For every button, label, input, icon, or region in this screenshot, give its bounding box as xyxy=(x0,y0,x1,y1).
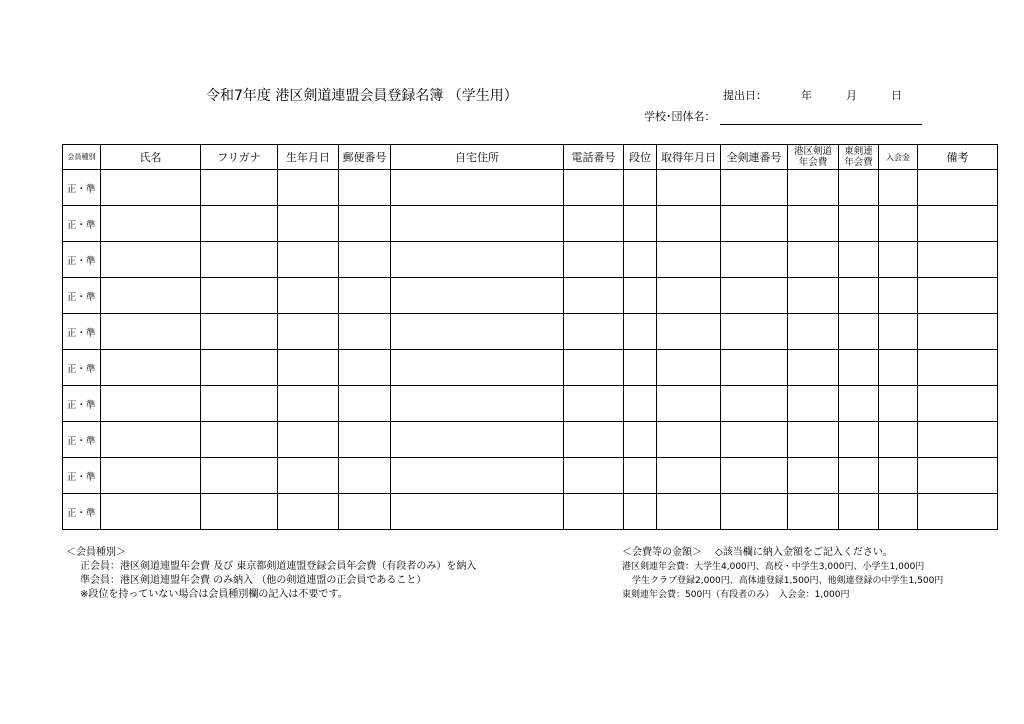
acquired-date-cell[interactable] xyxy=(657,170,721,206)
acquired-date-cell[interactable] xyxy=(657,350,721,386)
name-cell[interactable] xyxy=(101,458,201,494)
tokyo-fee-cell[interactable] xyxy=(839,242,879,278)
ajkf-number-cell[interactable] xyxy=(721,242,788,278)
ajkf-number-cell[interactable] xyxy=(721,422,788,458)
remarks-cell[interactable] xyxy=(918,314,998,350)
date-year-label: 年 xyxy=(801,89,812,102)
birthdate-cell[interactable] xyxy=(278,422,339,458)
table-row xyxy=(63,386,998,422)
birthdate-cell[interactable] xyxy=(278,278,339,314)
acquired-date-cell[interactable] xyxy=(657,314,721,350)
rank-cell[interactable] xyxy=(624,242,657,278)
table-header-row xyxy=(63,145,998,170)
address-cell[interactable] xyxy=(391,170,564,206)
furigana-cell[interactable] xyxy=(201,350,278,386)
furigana-cell[interactable] xyxy=(201,170,278,206)
remarks-cell[interactable] xyxy=(918,494,998,530)
name-cell[interactable] xyxy=(101,422,201,458)
tokyo-fee-cell[interactable] xyxy=(839,278,879,314)
entrance-fee-cell[interactable] xyxy=(879,314,918,350)
member-type-heading: ＜会員種別＞ xyxy=(66,547,126,558)
birthdate-cell[interactable] xyxy=(278,170,339,206)
ajkf-number-cell[interactable] xyxy=(721,314,788,350)
name-cell[interactable] xyxy=(101,314,201,350)
table-row xyxy=(63,350,998,386)
address-cell[interactable] xyxy=(391,386,564,422)
name-cell[interactable] xyxy=(101,206,201,242)
member-type-notes xyxy=(66,546,476,602)
address-cell[interactable] xyxy=(391,314,564,350)
birthdate-cell[interactable] xyxy=(278,386,339,422)
entrance-fee-cell[interactable] xyxy=(879,206,918,242)
phone-cell[interactable] xyxy=(564,206,624,242)
col-birthdate: 生年月日 xyxy=(278,145,339,170)
birthdate-cell[interactable] xyxy=(278,458,339,494)
postal-code-cell[interactable] xyxy=(339,458,391,494)
col-name: 氏名 xyxy=(101,145,201,170)
postal-code-cell[interactable] xyxy=(339,422,391,458)
regular-member-note: 正会員：港区剣道連盟年会費 及び 東京都剣道連盟登録会員年会費（有段者のみ）を納入 xyxy=(80,561,477,572)
entrance-fee-cell[interactable] xyxy=(879,422,918,458)
remarks-cell[interactable] xyxy=(918,422,998,458)
member-type-cell[interactable]: 正・準 xyxy=(63,422,101,458)
minato-fee-cell[interactable] xyxy=(788,278,839,314)
ajkf-number-cell[interactable] xyxy=(721,350,788,386)
rank-cell[interactable] xyxy=(624,206,657,242)
rank-cell[interactable] xyxy=(624,422,657,458)
furigana-cell[interactable] xyxy=(201,458,278,494)
col-postal-code: 郵便番号 xyxy=(339,145,391,170)
col-entrance-fee: 入会金 xyxy=(879,145,918,170)
name-cell[interactable] xyxy=(101,278,201,314)
page-title: 令和7年度 港区剣道連盟会員登録名簿 （学生用） xyxy=(206,88,518,104)
col-tokyo-fee: 東剣連 年会費 xyxy=(839,145,879,170)
tokyo-fee-cell[interactable] xyxy=(839,494,879,530)
address-cell[interactable] xyxy=(391,350,564,386)
remarks-cell[interactable] xyxy=(918,242,998,278)
address-cell[interactable] xyxy=(391,206,564,242)
rank-cell[interactable] xyxy=(624,494,657,530)
minato-fee-cell[interactable] xyxy=(788,206,839,242)
table-row xyxy=(63,206,998,242)
minato-fee-cell[interactable] xyxy=(788,494,839,530)
tokyo-fee-cell[interactable] xyxy=(839,314,879,350)
remarks-cell[interactable] xyxy=(918,170,998,206)
ajkf-number-cell[interactable] xyxy=(721,386,788,422)
acquired-date-cell[interactable] xyxy=(657,422,721,458)
postal-code-cell[interactable] xyxy=(339,170,391,206)
tokyo-fee-cell[interactable] xyxy=(839,386,879,422)
address-cell[interactable] xyxy=(391,278,564,314)
table-row xyxy=(63,422,998,458)
tokyo-fee-note: 東剣連年会費：500円（有段者のみ） 入会金：1,000円 xyxy=(622,590,850,600)
phone-cell[interactable] xyxy=(564,458,624,494)
submission-date-label: 提出日： xyxy=(723,89,767,102)
fee-notes xyxy=(622,546,943,602)
furigana-cell[interactable] xyxy=(201,278,278,314)
table-row xyxy=(63,458,998,494)
remarks-cell[interactable] xyxy=(918,386,998,422)
phone-cell[interactable] xyxy=(564,314,624,350)
rank-cell[interactable] xyxy=(624,386,657,422)
minato-fee-cell[interactable] xyxy=(788,170,839,206)
address-cell[interactable] xyxy=(391,458,564,494)
table-row xyxy=(63,278,998,314)
postal-code-cell[interactable] xyxy=(339,206,391,242)
acquired-date-cell[interactable] xyxy=(657,278,721,314)
rank-cell[interactable] xyxy=(624,458,657,494)
table-row xyxy=(63,494,998,530)
date-month-label: 月 xyxy=(846,89,857,102)
date-day-label: 日 xyxy=(891,89,902,102)
birthdate-cell[interactable] xyxy=(278,242,339,278)
name-cell[interactable] xyxy=(101,242,201,278)
furigana-cell[interactable] xyxy=(201,494,278,530)
member-type-cell[interactable]: 正・準 xyxy=(63,386,101,422)
col-remarks: 備考 xyxy=(918,145,998,170)
name-cell[interactable] xyxy=(101,386,201,422)
member-type-cell[interactable]: 正・準 xyxy=(63,350,101,386)
minato-fee-cell[interactable] xyxy=(788,314,839,350)
col-phone: 電話番号 xyxy=(564,145,624,170)
entrance-fee-cell[interactable] xyxy=(879,350,918,386)
fee-heading: ＜会費等の金額＞ ◇該当欄に納入金額をご記入ください。 xyxy=(622,547,893,558)
remarks-cell[interactable] xyxy=(918,458,998,494)
col-rank: 段位 xyxy=(624,145,657,170)
table-row xyxy=(63,242,998,278)
remarks-cell[interactable] xyxy=(918,350,998,386)
table-row xyxy=(63,314,998,350)
birthdate-cell[interactable] xyxy=(278,494,339,530)
acquired-date-cell[interactable] xyxy=(657,386,721,422)
col-minato-fee: 港区剣道 年会費 xyxy=(788,145,839,170)
minato-fee-note: 港区剣連年会費：大学生4,000円、高校・中学生3,000円、小学生1,000円 xyxy=(622,562,925,572)
tokyo-fee-cell[interactable] xyxy=(839,206,879,242)
school-name-field[interactable] xyxy=(720,124,922,125)
col-ajkf-number: 全剣連番号 xyxy=(721,145,788,170)
member-type-cell[interactable]: 正・準 xyxy=(63,458,101,494)
minato-fee-cell[interactable] xyxy=(788,242,839,278)
minato-fee-cell[interactable] xyxy=(788,350,839,386)
postal-code-cell[interactable] xyxy=(339,386,391,422)
birthdate-cell[interactable] xyxy=(278,350,339,386)
rank-cell[interactable] xyxy=(624,170,657,206)
entrance-fee-cell[interactable] xyxy=(879,242,918,278)
member-type-cell[interactable]: 正・準 xyxy=(63,206,101,242)
ajkf-number-cell[interactable] xyxy=(721,278,788,314)
member-type-cell[interactable]: 正・準 xyxy=(63,494,101,530)
name-cell[interactable] xyxy=(101,494,201,530)
member-type-cell[interactable]: 正・準 xyxy=(63,314,101,350)
minato-fee-cell[interactable] xyxy=(788,422,839,458)
furigana-cell[interactable] xyxy=(201,206,278,242)
address-cell[interactable] xyxy=(391,422,564,458)
table-row xyxy=(63,170,998,206)
rank-cell[interactable] xyxy=(624,278,657,314)
acquired-date-cell[interactable] xyxy=(657,242,721,278)
member-type-cell[interactable]: 正・準 xyxy=(63,242,101,278)
furigana-cell[interactable] xyxy=(201,314,278,350)
tokyo-fee-cell[interactable] xyxy=(839,422,879,458)
entrance-fee-cell[interactable] xyxy=(879,458,918,494)
furigana-cell[interactable] xyxy=(201,386,278,422)
postal-code-cell[interactable] xyxy=(339,242,391,278)
minato-fee-cell[interactable] xyxy=(788,386,839,422)
entrance-fee-cell[interactable] xyxy=(879,386,918,422)
phone-cell[interactable] xyxy=(564,422,624,458)
tokyo-fee-cell[interactable] xyxy=(839,170,879,206)
rank-note: ※段位を持っていない場合は会員種別欄の記入は不要です。 xyxy=(80,589,348,600)
postal-code-cell[interactable] xyxy=(339,350,391,386)
entrance-fee-cell[interactable] xyxy=(879,170,918,206)
entrance-fee-cell[interactable] xyxy=(879,494,918,530)
tokyo-fee-cell[interactable] xyxy=(839,350,879,386)
postal-code-cell[interactable] xyxy=(339,278,391,314)
acquired-date-cell[interactable] xyxy=(657,458,721,494)
birthdate-cell[interactable] xyxy=(278,206,339,242)
address-cell[interactable] xyxy=(391,494,564,530)
ajkf-number-cell[interactable] xyxy=(721,206,788,242)
postal-code-cell[interactable] xyxy=(339,494,391,530)
ajkf-number-cell[interactable] xyxy=(721,170,788,206)
furigana-cell[interactable] xyxy=(201,242,278,278)
phone-cell[interactable] xyxy=(564,242,624,278)
col-furigana: フリガナ xyxy=(201,145,278,170)
entrance-fee-cell[interactable] xyxy=(879,278,918,314)
minato-fee-cell[interactable] xyxy=(788,458,839,494)
phone-cell[interactable] xyxy=(564,278,624,314)
col-member-type: 会員種別 xyxy=(63,145,101,170)
member-roster-table xyxy=(62,144,998,530)
address-cell[interactable] xyxy=(391,242,564,278)
col-acquired-date: 取得年月日 xyxy=(657,145,721,170)
associate-member-note: 準会員：港区剣道連盟年会費 のみ納入 （他の剣道連盟の正会員であること） xyxy=(80,575,427,586)
ajkf-number-cell[interactable] xyxy=(721,494,788,530)
rank-cell[interactable] xyxy=(624,350,657,386)
acquired-date-cell[interactable] xyxy=(657,206,721,242)
acquired-date-cell[interactable] xyxy=(657,494,721,530)
rank-cell[interactable] xyxy=(624,314,657,350)
phone-cell[interactable] xyxy=(564,170,624,206)
club-fee-note: 学生クラブ登録2,000円、高体連登録1,500円、他剣連登録の中学生1,500円 xyxy=(632,576,944,586)
ajkf-number-cell[interactable] xyxy=(721,458,788,494)
phone-cell[interactable] xyxy=(564,494,624,530)
name-cell[interactable] xyxy=(101,350,201,386)
name-cell[interactable] xyxy=(101,170,201,206)
tokyo-fee-cell[interactable] xyxy=(839,458,879,494)
phone-cell[interactable] xyxy=(564,386,624,422)
phone-cell[interactable] xyxy=(564,350,624,386)
remarks-cell[interactable] xyxy=(918,278,998,314)
member-type-cell[interactable]: 正・準 xyxy=(63,278,101,314)
school-name-label: 学校･団体名： xyxy=(644,110,716,123)
member-type-cell[interactable]: 正・準 xyxy=(63,170,101,206)
birthdate-cell[interactable] xyxy=(278,314,339,350)
postal-code-cell[interactable] xyxy=(339,314,391,350)
furigana-cell[interactable] xyxy=(201,422,278,458)
col-address: 自宅住所 xyxy=(391,145,564,170)
remarks-cell[interactable] xyxy=(918,206,998,242)
